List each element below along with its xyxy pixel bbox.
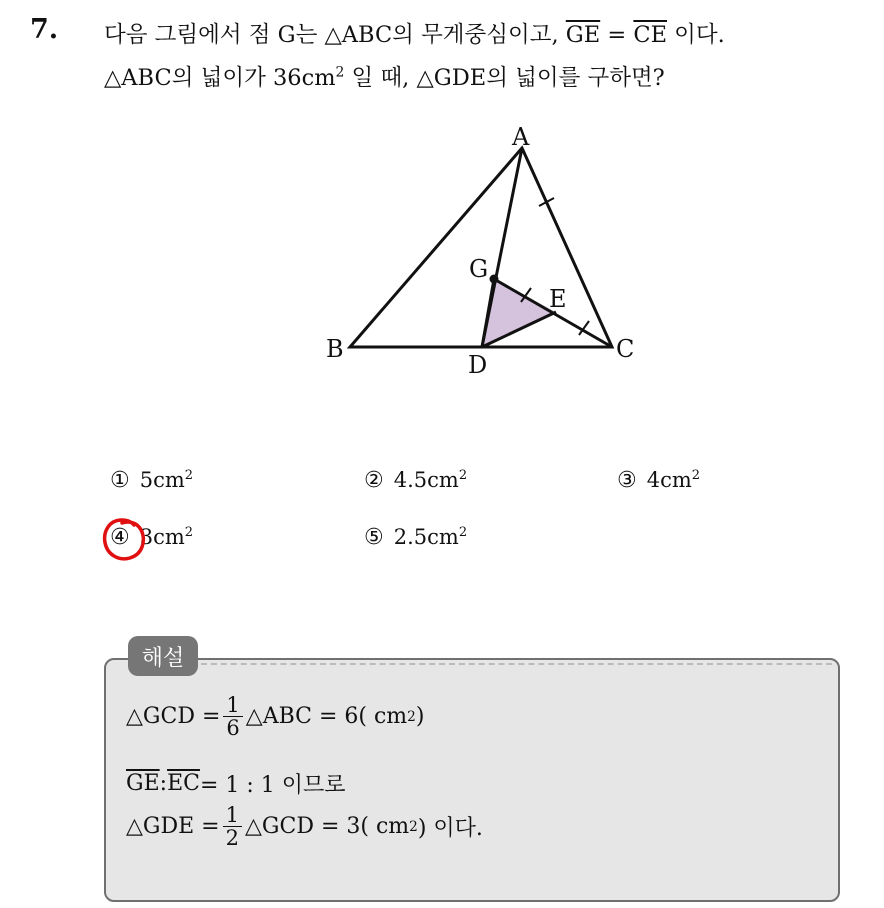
explanation-line2-text: = 1 : 1 이므로 [199,773,346,798]
explanation-line-2 [126,768,346,799]
segment-ge: $\overline{GE}$ [565,22,601,48]
choice-3-exponent: 2 [691,468,701,483]
choice-5-value: 2.5cm [393,525,459,549]
label-c: C [616,335,635,363]
choice-5-number: ⑤ [364,525,384,550]
triangle-abc [350,148,612,347]
equals-sign: = [600,22,634,48]
choice-2-exponent: 2 [458,468,468,483]
explanation-tag: 해설 [128,636,198,676]
question-line-2 [104,60,665,92]
choice-2[interactable] [364,468,467,493]
question-number: 7. [30,14,59,45]
explanation-line1-close: ) [415,704,425,730]
fraction-one-half [223,804,242,849]
question-line-1 [104,17,725,49]
label-d: D [468,351,488,379]
choice-2-number: ② [364,468,384,493]
label-b: B [326,335,344,363]
explanation-line3-rhs: △GCD = 3( cm [245,814,410,840]
choice-1-value: 5cm [139,468,185,492]
question-line2-text: △ABC의 넓이가 36cm [104,65,336,91]
choice-3[interactable] [617,468,700,493]
label-e: E [549,285,567,313]
choice-1-exponent: 2 [184,468,194,483]
answer-mark-circle [100,514,154,564]
triangle-figure [320,115,660,380]
choice-4-value: 3cm [139,525,185,549]
centroid-point-g [490,275,499,284]
choice-5[interactable] [364,525,467,550]
segment-ce: $\overline{CE}$ [633,22,668,48]
explanation-line-1: △GCD = $\frac{1}{6}$ △ABC = 6( cm 2 ) [126,693,425,741]
fraction-one-sixth [223,694,242,739]
explanation-line1-lhs: △GCD = [126,704,221,730]
question-line1-text: 다음 그림에서 점 G는 △ABC의 무게중심이고, [104,22,566,48]
explanation-line3-close: ) 이다. [417,816,483,842]
choice-4-number: ④ [110,525,130,550]
question-line1-end: 이다. [667,22,725,48]
choice-3-number: ③ [617,468,637,493]
choice-4-exponent: 2 [184,525,194,540]
fraction-denominator: 2 [225,826,239,851]
explanation-divider [201,663,832,665]
label-a: A [512,123,530,151]
choice-3-value: 4cm [646,468,692,492]
explanation-line1-rhs: △ABC = 6( cm [245,704,408,730]
choice-1-number: ① [110,468,130,493]
question-line2-end: 일 때, △GDE의 넓이를 구하면? [344,65,665,91]
fraction-numerator: 1 [223,694,242,717]
explanation-line-3: △GDE = $\frac{1}{2}$ △GCD = 3( cm 2 ) 이다. [126,803,483,851]
fraction-denominator: 6 [226,716,240,741]
segment-ec-ratio: $\overline{EC}$ [167,771,200,796]
ratio-colon: : [159,771,168,796]
area-exponent: 2 [335,64,345,81]
label-g: G [469,255,489,283]
fraction-numerator: 1 [223,804,242,827]
explanation-line3-lhs: △GDE = [126,814,220,840]
choice-2-value: 4.5cm [393,468,459,492]
segment-ge-ratio: $\overline{GE}$ [126,771,160,796]
choice-1[interactable] [110,468,193,493]
choice-5-exponent: 2 [458,525,468,540]
